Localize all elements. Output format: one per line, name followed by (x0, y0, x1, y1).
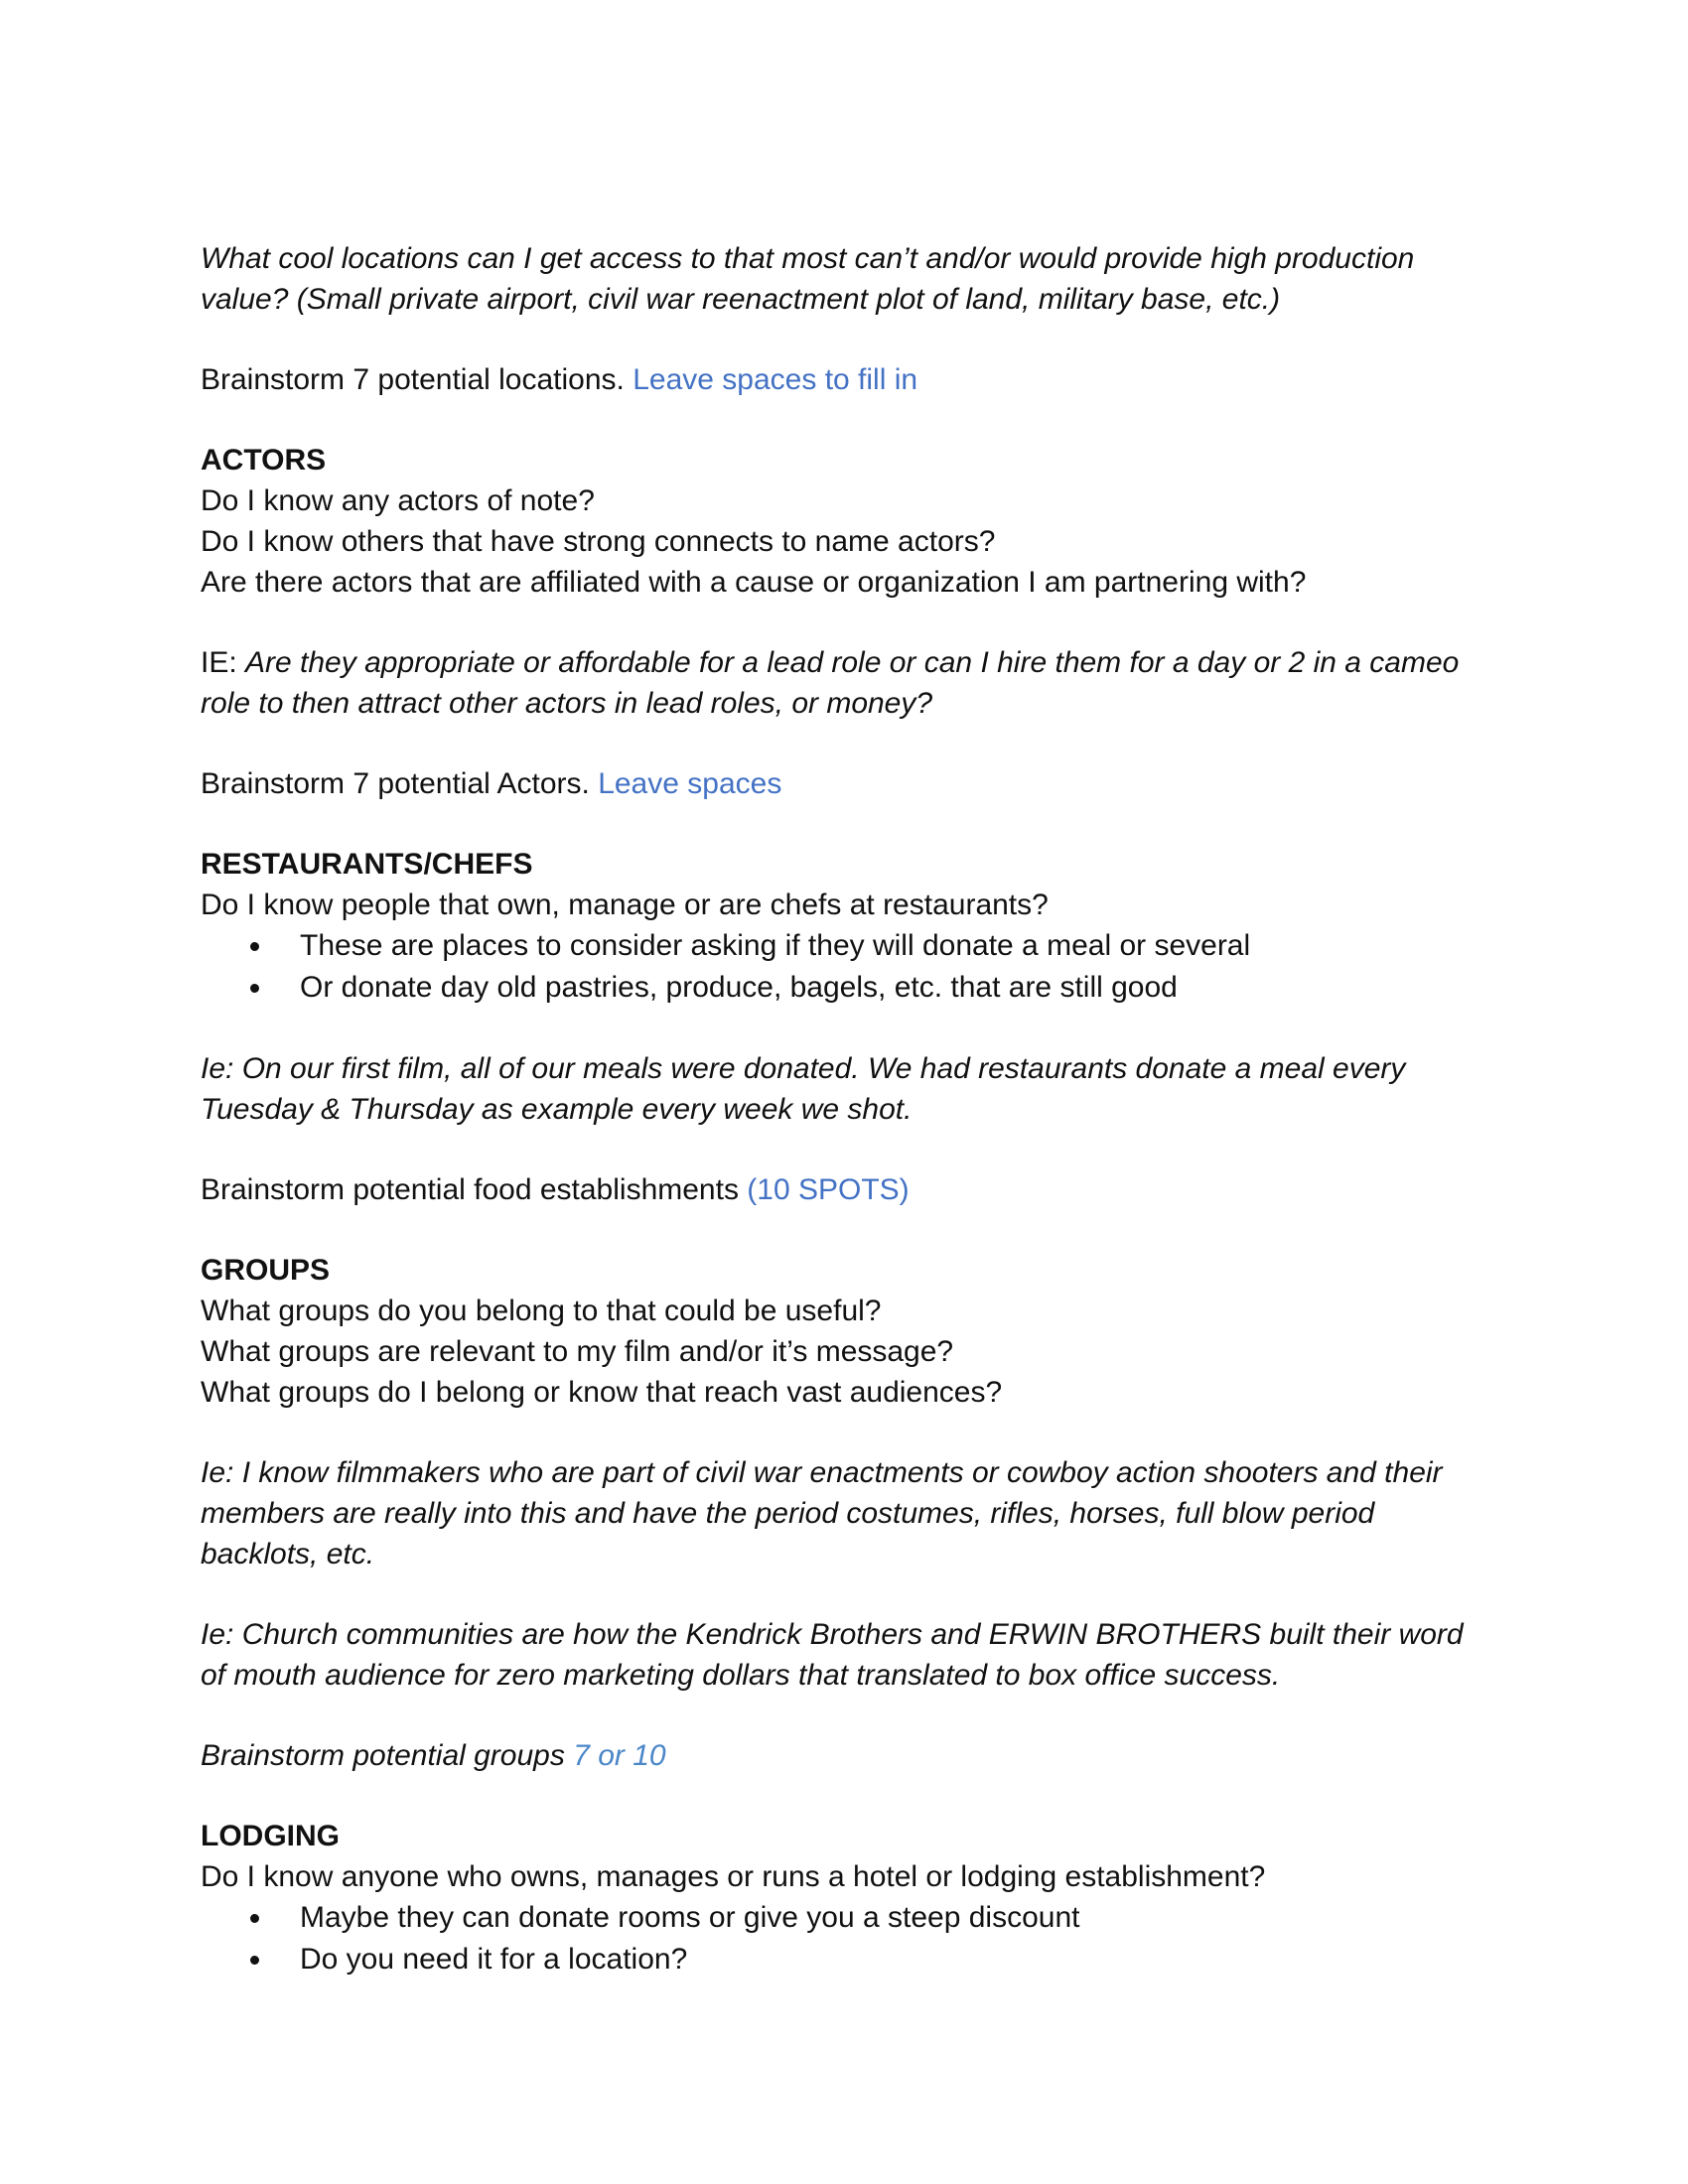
restaurants-brainstorm (201, 1169, 1491, 1210)
actors-brainstorm-text: Brainstorm 7 potential Actors. (201, 767, 599, 800)
locations-question-line-1: What cool locations can I get access to that most can’t and/or would provide high production (201, 242, 1415, 275)
locations-brainstorm (201, 359, 1491, 400)
restaurants-bullet-1: These are places to consider asking if they will donate a meal or several (300, 929, 1251, 962)
list-item (201, 967, 1491, 1009)
actors-ie-line-1 (201, 642, 1491, 683)
lodging-question: Do I know anyone who owns, manages or runs a hotel or lodging establishment? (201, 1860, 1266, 1893)
lodging-bullet-1: Maybe they can donate rooms or give you a steep discount (300, 1901, 1080, 1934)
list-item (201, 1939, 1491, 1980)
groups-brainstorm (201, 1735, 1491, 1776)
restaurants-brainstorm-note: (10 SPOTS) (747, 1173, 910, 1206)
bullet-icon (250, 1956, 259, 1965)
groups-brainstorm-text: Brainstorm potential groups (201, 1739, 574, 1772)
lodging-bullet-2: Do you need it for a location? (300, 1943, 688, 1976)
restaurants-bullet-2: Or donate day old pastries, produce, bagels, etc. that are still good (300, 971, 1178, 1004)
restaurants-ie-line-1: Ie: On our first film, all of our meals were donated. We had restaurants donate a meal every (201, 1052, 1406, 1085)
actors-brainstorm-note: Leave spaces (598, 767, 782, 800)
actors-brainstorm (201, 763, 1491, 804)
actors-question-1: Do I know any actors of note? (201, 484, 595, 517)
locations-question-line-2: value? (Small private airport, civil war reenactment plot of land, military base, etc.) (201, 283, 1281, 316)
groups-ie2-line-2: of mouth audience for zero marketing dollars that translated to box office success. (201, 1659, 1281, 1692)
actors-ie-label: IE: (201, 646, 246, 679)
groups-question-1: What groups do you belong to that could be useful? (201, 1295, 882, 1327)
groups-ie1-line-3: backlots, etc. (201, 1538, 375, 1570)
actors-heading: ACTORS (201, 444, 327, 477)
restaurants-question: Do I know people that own, manage or are chefs at restaurants? (201, 888, 1049, 921)
actors-question-2: Do I know others that have strong connects to name actors? (201, 525, 996, 558)
bullet-icon (250, 984, 259, 993)
actors-ie-text: Are they appropriate or affordable for a lead role or can I hire them for a day or 2 in a cameo (245, 646, 1460, 679)
groups-ie1-line-2: members are really into this and have the period costumes, rifles, horses, full blow period (201, 1497, 1375, 1530)
locations-brainstorm-text: Brainstorm 7 potential locations. (201, 363, 633, 396)
actors-question-3: Are there actors that are affiliated with a cause or organization I am partnering with? (201, 566, 1307, 599)
groups-heading: GROUPS (201, 1254, 331, 1287)
groups-brainstorm-note: 7 or 10 (573, 1739, 666, 1772)
bullet-icon (250, 1914, 259, 1923)
lodging-bullet-list (201, 1897, 1491, 1980)
actors-ie-line-2: role to then attract other actors in lead roles, or money? (201, 687, 933, 720)
lodging-heading: LODGING (201, 1820, 340, 1852)
groups-ie2-line-1: Ie: Church communities are how the Kendrick Brothers and ERWIN BROTHERS built their word (201, 1618, 1464, 1651)
restaurants-bullet-list (201, 925, 1491, 1009)
list-item (201, 925, 1491, 967)
groups-question-3: What groups do I belong or know that reach vast audiences? (201, 1376, 1003, 1409)
bullet-icon (250, 942, 259, 951)
groups-question-2: What groups are relevant to my film and/or it’s message? (201, 1335, 954, 1368)
locations-brainstorm-note: Leave spaces to fill in (633, 363, 918, 396)
restaurants-heading: RESTAURANTS/CHEFS (201, 848, 533, 881)
document-body (201, 238, 1491, 1980)
list-item (201, 1897, 1491, 1939)
restaurants-ie-line-2: Tuesday & Thursday as example every week we shot. (201, 1093, 913, 1126)
groups-ie1-line-1: Ie: I know filmmakers who are part of civil war enactments or cowboy action shooters and their (201, 1456, 1443, 1489)
restaurants-brainstorm-text: Brainstorm potential food establishments (201, 1173, 748, 1206)
